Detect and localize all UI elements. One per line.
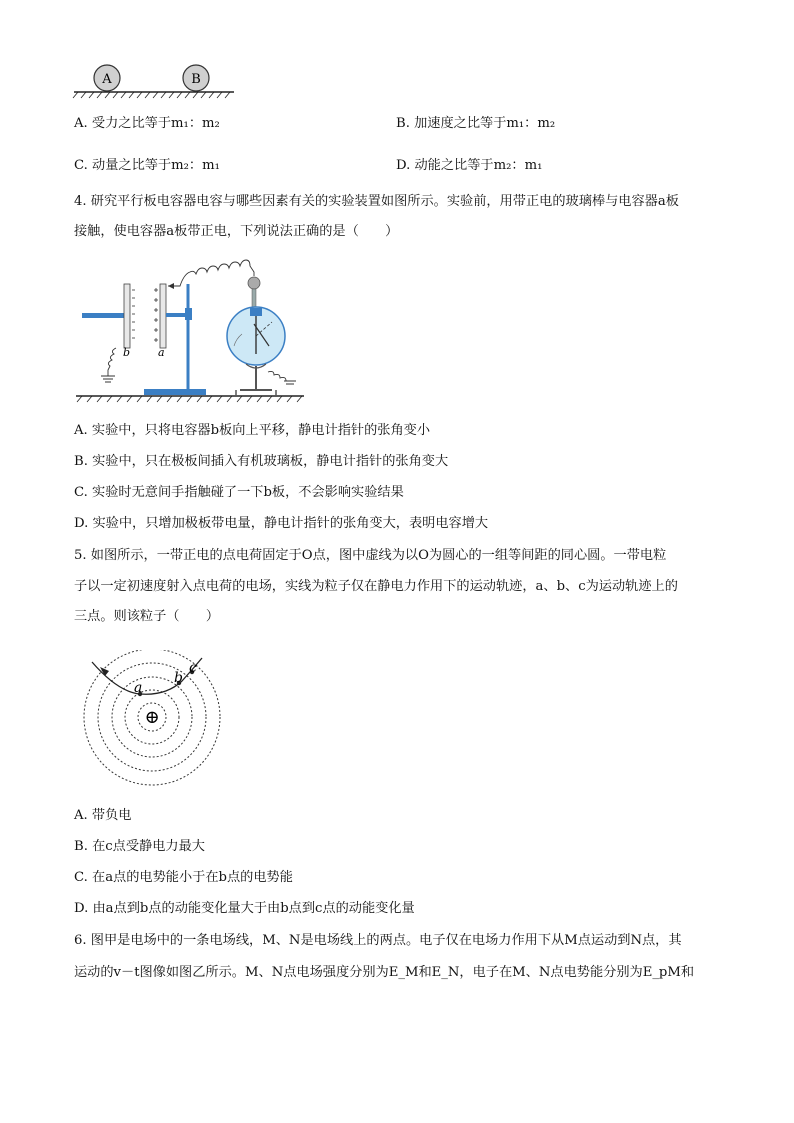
q6-stem-line1: 6. 图甲是电场中的一条电场线，M、N是电场线上的两点。电子仅在电场力作用下从M点运动到N点，其: [74, 933, 682, 948]
point-a-label: a: [134, 680, 143, 696]
plate-a-label: a: [158, 346, 165, 359]
q5-option-c: C. 在a点的电势能小于在b点的电势能: [74, 870, 293, 885]
q3-option-a: A. 受力之比等于m₁：m₂: [74, 116, 220, 131]
point-b-label: b: [174, 670, 183, 686]
q4-stem-line1: 4. 研究平行板电容器电容与哪些因素有关的实验装置如图所示。实验前，用带正电的玻璃棒与电容器a板: [74, 194, 679, 209]
q6-stem-line2: 运动的v－t图像如图乙所示。M、N点电场强度分别为E_M和E_N，电子在M、N点电势能分别为E_pM和: [74, 965, 695, 980]
figure-concentric-circles: [78, 650, 228, 790]
q5-option-b: B. 在c点受静电力最大: [74, 839, 205, 854]
figure-capacitor-electrometer: [72, 250, 312, 408]
plate-b-label: b: [123, 346, 131, 359]
center-charge-symbol: ⊕: [144, 707, 160, 728]
q5-option-a: A. 带负电: [74, 808, 132, 823]
q5-stem-line2: 子以一定初速度射入点电荷的电场，实线为粒子仅在静电力作用下的运动轨迹，a、b、c为运动轨迹上的: [74, 579, 678, 594]
point-c-label: c: [189, 660, 197, 676]
q3-option-c: C. 动量之比等于m₂：m₁: [74, 158, 220, 173]
q4-option-c: C. 实验时无意间手指触碰了一下b板，不会影响实验结果: [74, 485, 404, 500]
ball-b-label: B: [191, 72, 201, 87]
q5-stem-line3: 三点。则该粒子（ ）: [74, 609, 220, 624]
q5-option-d: D. 由a点到b点的动能变化量大于由b点到c点的动能变化量: [74, 901, 415, 916]
q4-option-b: B. 实验中，只在极板间插入有机玻璃板，静电计指针的张角变大: [74, 454, 449, 469]
figure-balls-ab: [70, 60, 240, 102]
q4-option-d: D. 实验中，只增加极板带电量，静电计指针的张角变大，表明电容增大: [74, 516, 489, 531]
q4-option-a: A. 实验中，只将电容器b板向上平移，静电计指针的张角变小: [74, 423, 431, 438]
q5-stem-line1: 5. 如图所示，一带正电的点电荷固定于O点，图中虚线为以O为圆心的一组等间距的同心圆。一带电粒: [74, 548, 667, 563]
q3-option-b: B. 加速度之比等于m₁：m₂: [396, 116, 556, 131]
ball-a-label: A: [102, 72, 112, 87]
q3-option-d: D. 动能之比等于m₂：m₁: [396, 158, 543, 173]
q4-stem-line2: 接触，使电容器a板带正电，下列说法正确的是（ ）: [74, 224, 399, 239]
